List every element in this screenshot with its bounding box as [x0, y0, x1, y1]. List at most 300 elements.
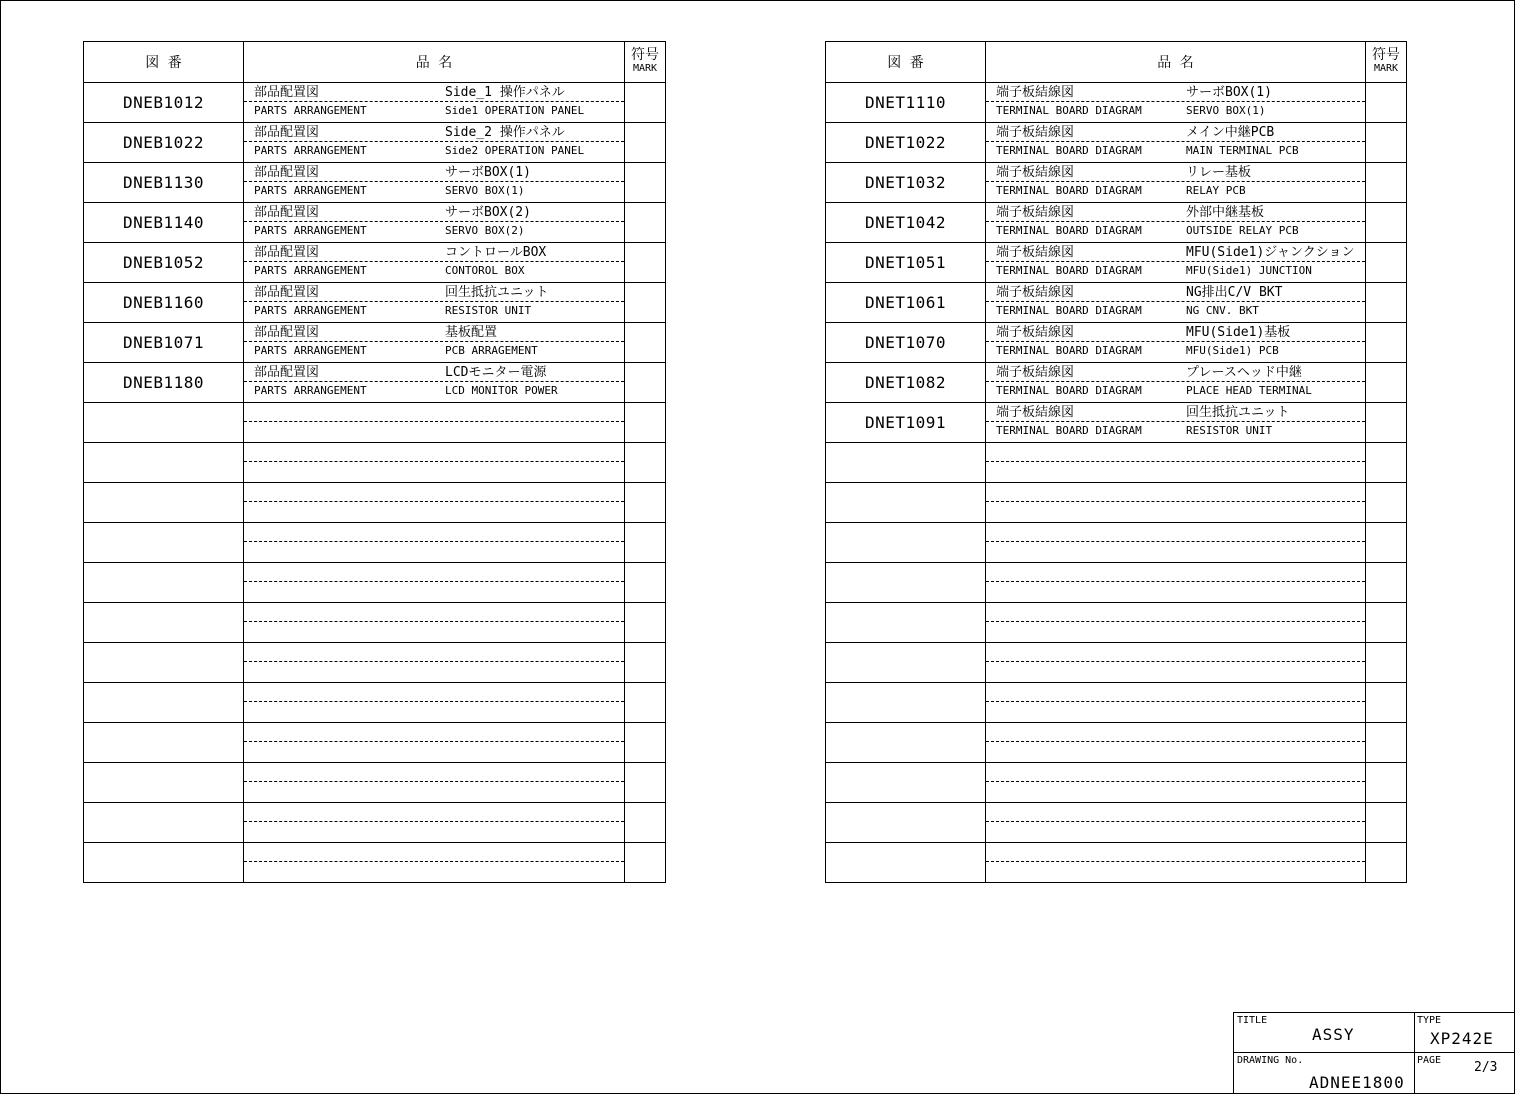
- drawing-number: DNET1070: [826, 323, 986, 363]
- drawing-number: [826, 483, 986, 523]
- mark-cell: [1366, 403, 1407, 443]
- part-name-cell: [986, 243, 1366, 283]
- table-row: [826, 123, 1407, 163]
- part-name-jp: [986, 84, 1365, 102]
- category-jp: 端子板結線図: [996, 125, 1075, 140]
- drawing-number: DNET1051: [826, 243, 986, 283]
- part-name-en: [244, 222, 624, 240]
- category-en: PARTS ARRANGEMENT: [254, 384, 367, 397]
- category-jp: 端子板結線図: [996, 205, 1075, 220]
- category-jp: 部品配置図: [254, 85, 320, 100]
- part-name-jp: [244, 164, 624, 182]
- title-label: TITLE: [1237, 1015, 1268, 1026]
- mark-cell: [625, 163, 666, 203]
- blank-entry-line: [986, 621, 1365, 622]
- part-name-en: [244, 302, 624, 320]
- drawing-number: [826, 443, 986, 483]
- mark-cell: [625, 283, 666, 323]
- subject-jp: サーボBOX(2): [445, 205, 531, 220]
- category-en: TERMINAL BOARD DIAGRAM: [996, 424, 1142, 437]
- part-name-cell: [986, 483, 1366, 523]
- blank-entry-line: [244, 741, 624, 742]
- mark-cell: [625, 563, 666, 603]
- mark-cell: [625, 243, 666, 283]
- category-en: PARTS ARRANGEMENT: [254, 144, 367, 157]
- subject-en: LCD MONITOR POWER: [445, 384, 558, 397]
- mark-cell: [1366, 243, 1407, 283]
- part-name-en: [244, 382, 624, 400]
- part-name-header: 品 名: [244, 42, 625, 83]
- type-label: TYPE: [1417, 1015, 1442, 1026]
- part-name-cell: [986, 843, 1366, 883]
- part-name-cell: [986, 363, 1366, 403]
- part-name-header: 品 名: [986, 42, 1366, 83]
- part-name-en: [986, 302, 1365, 320]
- drawing-number: [84, 683, 244, 723]
- blank-entry-line: [986, 821, 1365, 822]
- table-row: [826, 523, 1407, 563]
- mark-cell: [1366, 283, 1407, 323]
- table-row: [84, 763, 666, 803]
- table-row: [84, 163, 666, 203]
- drawing-number: [84, 603, 244, 643]
- blank-entry-line: [244, 581, 624, 582]
- mark-cell: [625, 603, 666, 643]
- part-name-cell: [244, 403, 625, 443]
- table-row: [826, 643, 1407, 683]
- mark-cell: [1366, 523, 1407, 563]
- table-row: [84, 123, 666, 163]
- blank-entry-line: [986, 861, 1365, 862]
- mark-cell: [625, 123, 666, 163]
- drawing-number: DNET1091: [826, 403, 986, 443]
- table-row: [84, 723, 666, 763]
- table-row: [84, 523, 666, 563]
- part-name-en: [986, 142, 1365, 160]
- part-name-jp: [244, 364, 624, 382]
- subject-en: SERVO BOX(2): [445, 224, 525, 237]
- category-jp: 部品配置図: [254, 245, 320, 260]
- part-name-cell: [244, 643, 625, 683]
- drawing-number: [84, 563, 244, 603]
- part-name-cell: [986, 163, 1366, 203]
- table-row: [826, 563, 1407, 603]
- mark-cell: [1366, 803, 1407, 843]
- category-jp: 端子板結線図: [996, 365, 1075, 380]
- subject-jp: サーボBOX(1): [445, 165, 531, 180]
- blank-entry-line: [986, 661, 1365, 662]
- part-name-jp: [986, 124, 1365, 142]
- drawing-number: DNET1061: [826, 283, 986, 323]
- part-name-en: [986, 222, 1365, 240]
- mark-cell: [1366, 843, 1407, 883]
- subject-en: RESISTOR UNIT: [1186, 424, 1273, 437]
- blank-entry-line: [244, 821, 624, 822]
- table-row: [826, 83, 1407, 123]
- part-name-jp: [986, 244, 1365, 262]
- drawing-number-label: DRAWING No.: [1237, 1055, 1304, 1066]
- mark-cell: [1366, 443, 1407, 483]
- subject-jp: リレー基板: [1186, 165, 1252, 180]
- subject-en: MFU(Side1) JUNCTION: [1186, 264, 1312, 277]
- table-row: [826, 483, 1407, 523]
- blank-entry-line: [986, 581, 1365, 582]
- part-name-cell: [986, 443, 1366, 483]
- part-name-cell: [986, 403, 1366, 443]
- right-parts-table: [825, 41, 1407, 883]
- mark-cell: [625, 643, 666, 683]
- drawing-number: [826, 563, 986, 603]
- page-label: PAGE: [1417, 1055, 1442, 1066]
- mark-cell: [625, 443, 666, 483]
- part-name-cell: [986, 83, 1366, 123]
- table-row: [826, 283, 1407, 323]
- blank-entry-line: [244, 861, 624, 862]
- category-en: TERMINAL BOARD DIAGRAM: [996, 344, 1142, 357]
- drawing-number: [84, 643, 244, 683]
- subject-en: RELAY PCB: [1186, 184, 1246, 197]
- drawing-number-header: 図 番: [826, 42, 986, 83]
- part-name-en: [244, 102, 624, 120]
- mark-cell: [1366, 323, 1407, 363]
- table-row: [826, 683, 1407, 723]
- blank-entry-line: [986, 701, 1365, 702]
- table-row: [84, 643, 666, 683]
- table-row: [84, 683, 666, 723]
- subject-jp: プレースヘッド中継: [1186, 365, 1302, 380]
- blank-entry-line: [986, 541, 1365, 542]
- subject-en: Side1 OPERATION PANEL: [445, 104, 585, 117]
- subject-jp: Side_1 操作パネル: [445, 85, 565, 100]
- table-row: [84, 563, 666, 603]
- table-row: [84, 603, 666, 643]
- subject-en: CONTOROL BOX: [445, 264, 525, 277]
- part-name-cell: [986, 203, 1366, 243]
- table-row: [826, 403, 1407, 443]
- part-name-jp: [986, 324, 1365, 342]
- drawing-number: DNEB1140: [84, 203, 244, 243]
- category-en: TERMINAL BOARD DIAGRAM: [996, 184, 1142, 197]
- part-name-cell: [244, 203, 625, 243]
- title-value: ASSY: [1312, 1025, 1355, 1044]
- part-name-cell: [244, 563, 625, 603]
- category-jp: 端子板結線図: [996, 165, 1075, 180]
- part-name-jp: [986, 404, 1365, 422]
- subject-en: OUTSIDE RELAY PCB: [1186, 224, 1299, 237]
- mark-cell: [1366, 163, 1407, 203]
- table-row: [84, 843, 666, 883]
- drawing-number: [84, 763, 244, 803]
- drawing-number-header: 図 番: [84, 42, 244, 83]
- category-en: TERMINAL BOARD DIAGRAM: [996, 384, 1142, 397]
- category-en: TERMINAL BOARD DIAGRAM: [996, 144, 1142, 157]
- table-row: [84, 83, 666, 123]
- blank-entry-line: [986, 501, 1365, 502]
- category-en: TERMINAL BOARD DIAGRAM: [996, 264, 1142, 277]
- subject-jp: NG排出C/V BKT: [1186, 285, 1283, 300]
- part-name-cell: [244, 723, 625, 763]
- mark-cell: [1366, 723, 1407, 763]
- mark-cell: [625, 803, 666, 843]
- drawing-number: DNEB1160: [84, 283, 244, 323]
- part-name-cell: [244, 443, 625, 483]
- part-name-cell: [986, 283, 1366, 323]
- part-name-cell: [986, 683, 1366, 723]
- drawing-number: [84, 443, 244, 483]
- drawing-number: [826, 843, 986, 883]
- subject-en: NG CNV. BKT: [1186, 304, 1259, 317]
- subject-en: SERVO BOX(1): [1186, 104, 1266, 117]
- part-name-jp: [986, 284, 1365, 302]
- table-row: [84, 363, 666, 403]
- part-name-cell: [986, 323, 1366, 363]
- mark-cell: [1366, 603, 1407, 643]
- table-row: [84, 243, 666, 283]
- blank-entry-line: [244, 421, 624, 422]
- part-name-cell: [244, 243, 625, 283]
- subject-en: SERVO BOX(1): [445, 184, 525, 197]
- mark-cell: [625, 683, 666, 723]
- mark-cell: [625, 523, 666, 563]
- subject-jp: メイン中継PCB: [1186, 125, 1275, 140]
- part-name-en: [986, 102, 1365, 120]
- mark-cell: [625, 763, 666, 803]
- part-name-cell: [244, 803, 625, 843]
- mark-cell: [625, 483, 666, 523]
- part-name-cell: [244, 323, 625, 363]
- part-name-jp: [986, 364, 1365, 382]
- mark-cell: [1366, 363, 1407, 403]
- part-name-jp: [244, 204, 624, 222]
- category-en: PARTS ARRANGEMENT: [254, 184, 367, 197]
- category-en: TERMINAL BOARD DIAGRAM: [996, 304, 1142, 317]
- table-row: [84, 403, 666, 443]
- blank-entry-line: [244, 781, 624, 782]
- part-name-en: [244, 342, 624, 360]
- blank-entry-line: [986, 741, 1365, 742]
- drawing-number: [84, 403, 244, 443]
- mark-header: 符号 MARK: [625, 42, 666, 83]
- drawing-number: [84, 523, 244, 563]
- category-en: TERMINAL BOARD DIAGRAM: [996, 104, 1142, 117]
- drawing-number: DNET1082: [826, 363, 986, 403]
- drawing-number: [826, 803, 986, 843]
- table-row: [826, 443, 1407, 483]
- table-row: [826, 163, 1407, 203]
- subject-jp: サーボBOX(1): [1186, 85, 1272, 100]
- subject-en: RESISTOR UNIT: [445, 304, 532, 317]
- drawing-number: DNET1022: [826, 123, 986, 163]
- part-name-cell: [986, 523, 1366, 563]
- category-en: PARTS ARRANGEMENT: [254, 304, 367, 317]
- table-row: [826, 603, 1407, 643]
- part-name-cell: [244, 123, 625, 163]
- title-block: [1233, 1012, 1515, 1094]
- subject-en: PCB ARRAGEMENT: [445, 344, 538, 357]
- part-name-cell: [244, 763, 625, 803]
- part-name-cell: [986, 603, 1366, 643]
- category-en: PARTS ARRANGEMENT: [254, 344, 367, 357]
- table-row: [84, 323, 666, 363]
- blank-entry-line: [244, 701, 624, 702]
- mark-cell: [625, 363, 666, 403]
- part-name-en: [244, 262, 624, 280]
- drawing-number: [84, 483, 244, 523]
- part-name-cell: [986, 803, 1366, 843]
- drawing-number: [826, 603, 986, 643]
- table-row: [826, 723, 1407, 763]
- mark-cell: [1366, 683, 1407, 723]
- part-name-en: [986, 382, 1365, 400]
- part-name-cell: [244, 683, 625, 723]
- drawing-number-value: ADNEE1800: [1309, 1073, 1405, 1092]
- part-name-cell: [244, 83, 625, 123]
- category-jp: 部品配置図: [254, 325, 320, 340]
- part-name-cell: [244, 363, 625, 403]
- blank-entry-line: [244, 501, 624, 502]
- part-name-jp: [244, 84, 624, 102]
- page-value: 2/3: [1474, 1060, 1498, 1075]
- subject-jp: MFU(Side1)ジャンクション: [1186, 245, 1355, 260]
- category-jp: 部品配置図: [254, 165, 320, 180]
- drawing-number: DNEB1071: [84, 323, 244, 363]
- part-name-jp: [986, 204, 1365, 222]
- subject-jp: コントロールBOX: [445, 245, 547, 260]
- drawing-number: [826, 723, 986, 763]
- drawing-number: [84, 803, 244, 843]
- mark-cell: [625, 203, 666, 243]
- blank-entry-line: [986, 461, 1365, 462]
- table-row: [826, 323, 1407, 363]
- drawing-number: [84, 843, 244, 883]
- blank-entry-line: [986, 781, 1365, 782]
- drawing-number: DNEB1022: [84, 123, 244, 163]
- drawing-number: DNEB1180: [84, 363, 244, 403]
- drawing-number: [826, 523, 986, 563]
- category-en: PARTS ARRANGEMENT: [254, 264, 367, 277]
- mark-cell: [625, 323, 666, 363]
- left-parts-table: [83, 41, 666, 883]
- category-en: PARTS ARRANGEMENT: [254, 224, 367, 237]
- mark-cell: [625, 83, 666, 123]
- subject-jp: 回生抵抗ユニット: [1186, 405, 1290, 420]
- mark-cell: [1366, 203, 1407, 243]
- table-row: [826, 243, 1407, 283]
- table-row: [84, 203, 666, 243]
- part-name-cell: [986, 123, 1366, 163]
- part-name-jp: [244, 244, 624, 262]
- part-name-en: [986, 422, 1365, 440]
- category-jp: 端子板結線図: [996, 405, 1075, 420]
- part-name-cell: [244, 483, 625, 523]
- table-row: [826, 203, 1407, 243]
- subject-en: Side2 OPERATION PANEL: [445, 144, 585, 157]
- part-name-en: [986, 342, 1365, 360]
- drawing-number: DNEB1012: [84, 83, 244, 123]
- mark-cell: [1366, 123, 1407, 163]
- drawing-number: [826, 683, 986, 723]
- part-name-jp: [244, 324, 624, 342]
- mark-cell: [625, 843, 666, 883]
- drawing-number: [826, 763, 986, 803]
- mark-cell: [625, 723, 666, 763]
- part-name-cell: [244, 523, 625, 563]
- mark-header: 符号 MARK: [1366, 42, 1407, 83]
- category-jp: 端子板結線図: [996, 245, 1075, 260]
- category-jp: 部品配置図: [254, 365, 320, 380]
- subject-jp: 回生抵抗ユニット: [445, 285, 549, 300]
- subject-jp: LCDモニター電源: [445, 365, 547, 380]
- part-name-en: [244, 182, 624, 200]
- part-name-cell: [986, 723, 1366, 763]
- part-name-en: [986, 262, 1365, 280]
- category-jp: 部品配置図: [254, 205, 320, 220]
- part-name-cell: [986, 563, 1366, 603]
- mark-cell: [1366, 483, 1407, 523]
- part-name-cell: [244, 163, 625, 203]
- subject-jp: Side_2 操作パネル: [445, 125, 565, 140]
- drawing-number: DNEB1130: [84, 163, 244, 203]
- drawing-number: [84, 723, 244, 763]
- category-jp: 部品配置図: [254, 125, 320, 140]
- part-name-jp: [244, 124, 624, 142]
- mark-cell: [1366, 763, 1407, 803]
- drawing-number: DNET1032: [826, 163, 986, 203]
- table-row: [84, 443, 666, 483]
- drawing-number: DNEB1052: [84, 243, 244, 283]
- part-name-cell: [244, 843, 625, 883]
- mark-cell: [625, 403, 666, 443]
- drawing-number: [826, 643, 986, 683]
- part-name-cell: [244, 603, 625, 643]
- mark-cell: [1366, 83, 1407, 123]
- part-name-en: [244, 142, 624, 160]
- category-jp: 端子板結線図: [996, 325, 1075, 340]
- part-name-en: [986, 182, 1365, 200]
- part-name-cell: [986, 763, 1366, 803]
- subject-jp: 基板配置: [445, 325, 498, 340]
- table-row: [826, 763, 1407, 803]
- category-en: TERMINAL BOARD DIAGRAM: [996, 224, 1142, 237]
- table-row: [826, 363, 1407, 403]
- blank-entry-line: [244, 461, 624, 462]
- type-value: XP242E: [1430, 1029, 1494, 1048]
- drawing-number: DNET1042: [826, 203, 986, 243]
- table-row: [826, 803, 1407, 843]
- subject-en: MAIN TERMINAL PCB: [1186, 144, 1299, 157]
- category-jp: 部品配置図: [254, 285, 320, 300]
- blank-entry-line: [244, 541, 624, 542]
- subject-en: MFU(Side1) PCB: [1186, 344, 1279, 357]
- category-jp: 端子板結線図: [996, 285, 1075, 300]
- table-row: [826, 843, 1407, 883]
- drawing-number: DNET1110: [826, 83, 986, 123]
- part-name-cell: [244, 283, 625, 323]
- table-row: [84, 483, 666, 523]
- table-row: [84, 803, 666, 843]
- mark-cell: [1366, 563, 1407, 603]
- part-name-cell: [986, 643, 1366, 683]
- category-jp: 端子板結線図: [996, 85, 1075, 100]
- blank-entry-line: [244, 621, 624, 622]
- subject-en: PLACE HEAD TERMINAL: [1186, 384, 1312, 397]
- subject-jp: 外部中継基板: [1186, 205, 1265, 220]
- part-name-jp: [244, 284, 624, 302]
- table-row: [84, 283, 666, 323]
- subject-jp: MFU(Side1)基板: [1186, 325, 1291, 340]
- category-en: PARTS ARRANGEMENT: [254, 104, 367, 117]
- part-name-jp: [986, 164, 1365, 182]
